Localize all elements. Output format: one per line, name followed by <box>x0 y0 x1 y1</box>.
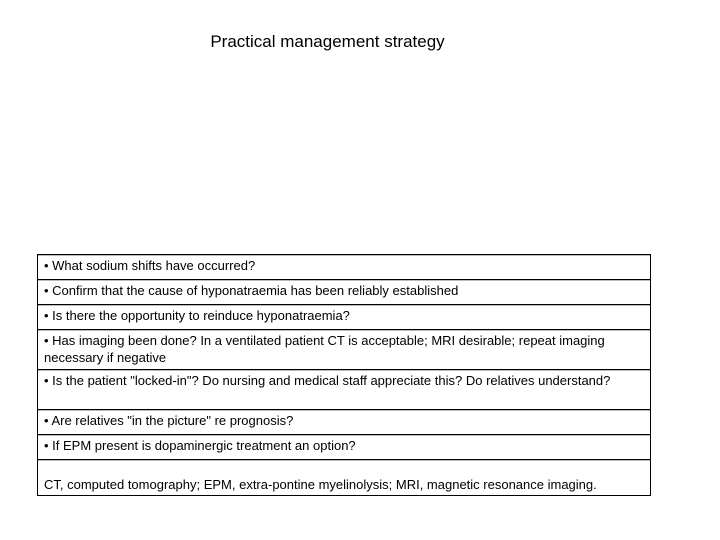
table-cell: • If EPM present is dopaminergic treatment an option? <box>38 435 651 460</box>
table-row <box>38 255 651 280</box>
table-row <box>38 305 651 330</box>
strategy-table <box>37 254 651 496</box>
table-row <box>38 330 651 370</box>
table-footnote-row <box>38 460 651 496</box>
table-row <box>38 370 651 410</box>
table-cell: • Is the patient "locked-in"? Do nursing and medical staff appreciate this? Do relatives understand? <box>38 370 651 410</box>
table-cell: • What sodium shifts have occurred? <box>38 255 651 280</box>
table-row <box>38 410 651 435</box>
table-cell: • Are relatives "in the picture" re prognosis? <box>38 410 651 435</box>
slide-title: Practical management strategy <box>210 32 445 51</box>
footnote: CT, computed tomography; EPM, extra-pontine myelinolysis; MRI, magnetic resonance imaging. <box>38 460 651 496</box>
table-row <box>38 435 651 460</box>
table-cell: • Has imaging been done? In a ventilated patient CT is acceptable; MRI desirable; repeat imaging necessary if negative <box>38 330 651 370</box>
table-row <box>38 280 651 305</box>
table-cell: • Confirm that the cause of hyponatraemia has been reliably established <box>38 280 651 305</box>
table-cell: • Is there the opportunity to reinduce hyponatraemia? <box>38 305 651 330</box>
